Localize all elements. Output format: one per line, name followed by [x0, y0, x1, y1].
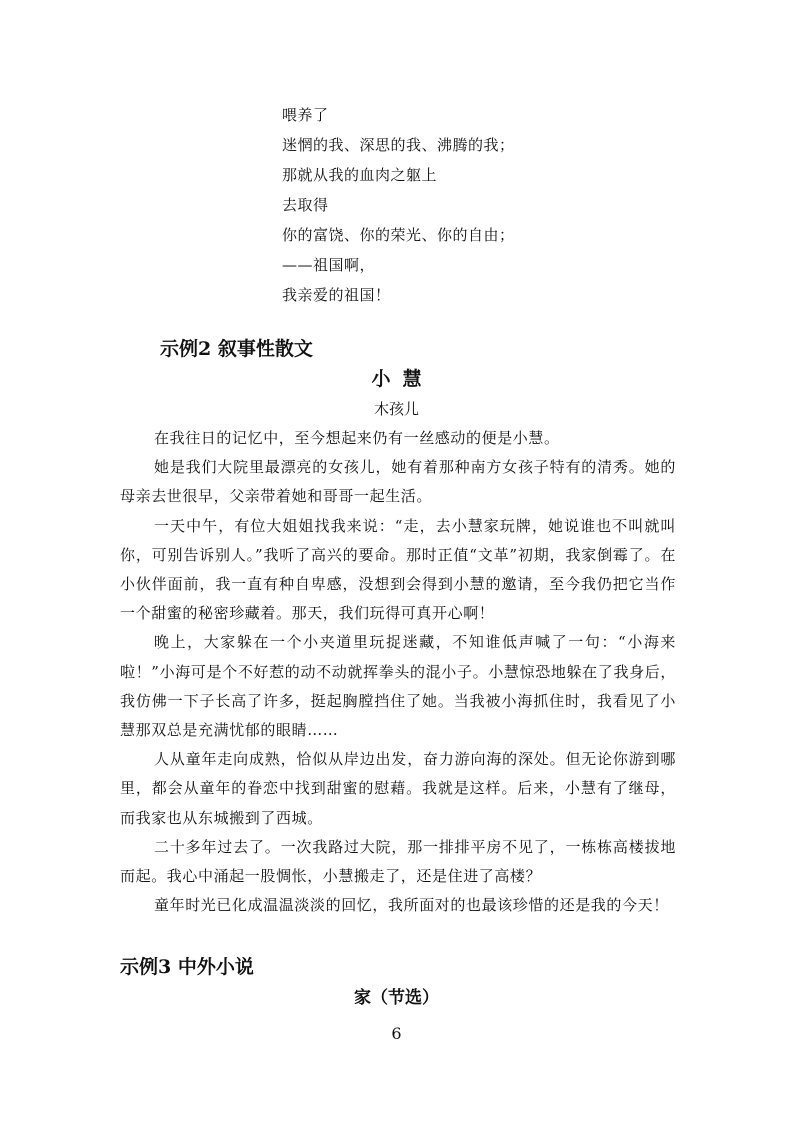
poem-line: 去取得: [282, 196, 329, 214]
essay-paragraph: 晚上，大家躲在一个小夹道里玩捉迷藏，不知谁低声喊了一句：“小海来啦！”小海可是个不好惹的动不动就挥拳头的混小子。小慧惊恐地躲在了我身后，我仿佛一下子长高了许多，挺起胸膛挡住了她。当我被小海抓住时，我看见了小慧那双总是充满忧郁的眼睛……: [120, 633, 676, 740]
poem-line: 我亲爱的祖国！: [282, 286, 391, 304]
poem-line: 迷惘的我、深思的我、沸腾的我；: [282, 136, 515, 154]
essay-paragraph: 在我往日的记忆中，至今想起来仍有一丝感动的便是小慧。: [154, 429, 560, 447]
poem-line: 那就从我的血肉之躯上: [282, 166, 438, 184]
essay-title: 小慧: [371, 368, 434, 390]
essay-paragraph: 人从童年走向成熟，恰似从岸边出发，奋力游向海的深处。但无论你游到哪里，都会从童年的眷恋中找到甜蜜的慰藉。我就是这样。后来，小慧有了继母，而我家也从东城搬到了西城。: [120, 750, 676, 827]
essay-paragraph: 她是我们大院里最漂亮的女孩儿，她有着那种南方女孩子特有的清秀。她的母亲去世很早，父亲带着她和哥哥一起生活。: [120, 458, 676, 506]
poem-line: 喂养了: [282, 106, 329, 124]
poem-line: 你的富饶、你的荣光、你的自由；: [282, 226, 515, 244]
essay-author: 木孩儿: [373, 400, 419, 418]
essay-paragraph: 童年时光已化成温温淡淡的回忆，我所面对的也最该珍惜的还是我的今天！: [154, 896, 669, 915]
page-number: 6: [391, 1024, 402, 1043]
novel-title: 家（节选）: [354, 988, 439, 1008]
essay-body: [120, 424, 676, 920]
section-heading: 示例3 中外小说: [120, 956, 254, 978]
essay-paragraph: 二十多年过去了。一次我路过大院，那一排排平房不见了，一栋栋高楼拔地而起。我心中涌起一股惆怅，小慧搬走了，还是住进了高楼？: [120, 837, 676, 886]
essay-paragraph: 一天中午，有位大姐姐找我来说：“走，去小慧家玩牌，她说谁也不叫就叫你，可别告诉别人。”我听了高兴的要命。那时正值“文革”初期，我家倒霉了。在小伙伴面前，我一直有种自卑感，没想到会得到小慧的邀请，至今我仍把它当作一个甜蜜的秘密珍藏着。那天，我们玩得可真开心啊！: [120, 516, 676, 623]
poem-line: ——祖国啊，: [282, 256, 376, 274]
section-heading: 示例2 叙事性散文: [160, 338, 313, 360]
poem-excerpt: [282, 100, 515, 310]
